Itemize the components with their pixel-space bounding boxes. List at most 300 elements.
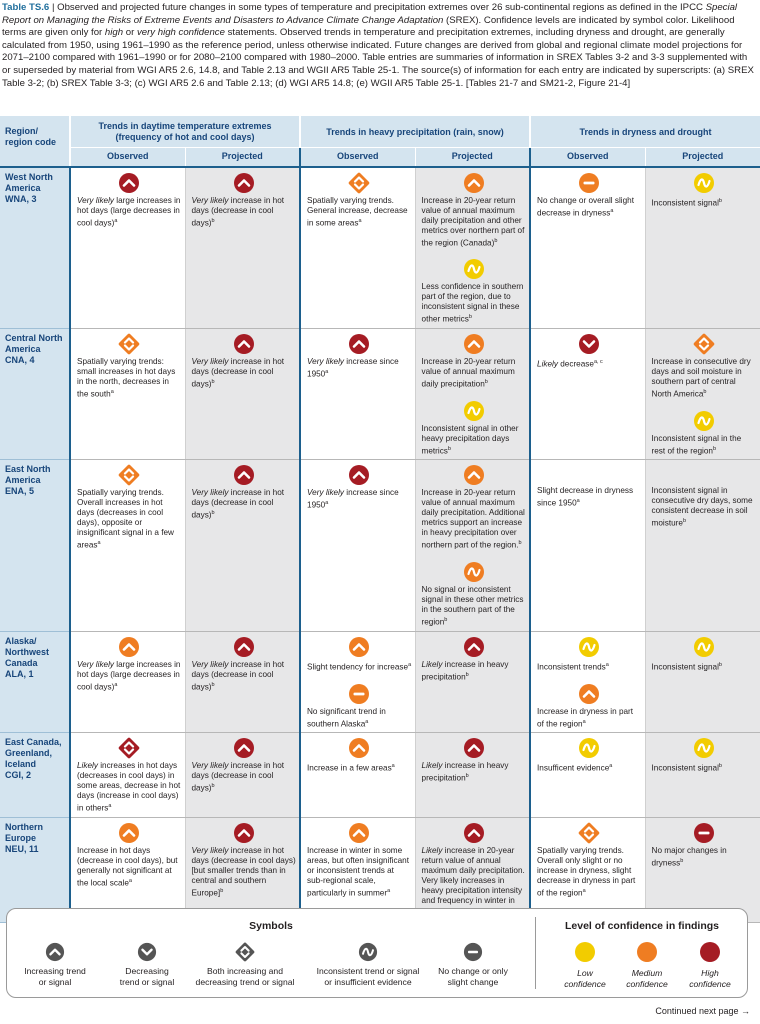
finding-entry bbox=[422, 822, 527, 919]
finding-entry bbox=[422, 636, 527, 683]
source-superscript: a bbox=[408, 661, 412, 668]
finding-entry bbox=[77, 333, 182, 400]
source-superscript: b bbox=[465, 671, 469, 678]
finding-text bbox=[537, 660, 642, 673]
finding-text bbox=[77, 488, 182, 551]
confidence-title: Level of confidence in findings bbox=[564, 920, 719, 932]
mixed-trend-icon bbox=[118, 464, 140, 486]
dryness-observed-cell bbox=[530, 167, 645, 329]
finding-entry bbox=[422, 258, 527, 325]
finding-text bbox=[307, 846, 412, 899]
source-superscript: a bbox=[114, 217, 118, 224]
finding-text bbox=[192, 196, 297, 229]
temp-projected-cell bbox=[185, 631, 300, 732]
finding-body: Slight decrease in dryness since 1950 bbox=[537, 486, 634, 509]
finding-entry bbox=[307, 333, 412, 380]
dryness-observed-cell bbox=[530, 818, 645, 923]
likelihood-term: Likely bbox=[421, 846, 443, 856]
finding-body: increase in hot days (decrease in cool days) bbox=[191, 659, 285, 692]
finding-entry bbox=[652, 822, 757, 869]
likelihood-term: Likely bbox=[421, 761, 443, 771]
table-row bbox=[0, 167, 760, 329]
table-caption bbox=[2, 2, 754, 90]
finding-entry bbox=[77, 172, 182, 229]
precip-projected-cell bbox=[415, 328, 530, 459]
finding-text bbox=[537, 196, 642, 219]
finding-text bbox=[192, 660, 297, 693]
symbols-title: Symbols bbox=[249, 920, 293, 932]
region-cell bbox=[0, 818, 70, 923]
temp-projected-cell bbox=[185, 733, 300, 818]
inconsistent-signal-icon bbox=[463, 258, 485, 280]
finding-text bbox=[652, 196, 757, 209]
region-label: Alaska/ Northwest Canada ALA, 1 bbox=[5, 635, 50, 679]
source-superscript: a bbox=[110, 388, 114, 395]
source-superscript: a bbox=[358, 217, 362, 224]
temp-projected-cell bbox=[185, 328, 300, 459]
increasing-trend-icon bbox=[233, 737, 255, 759]
finding-body: large increases in hot days (large decreases in cool days) bbox=[77, 195, 181, 228]
caption-text: | Observed and projected future changes in some types of temperature and precipitation extremes over 26 sub-continental regions as defined in the IPCC bbox=[49, 2, 706, 13]
increasing-trend-icon bbox=[463, 822, 485, 844]
finding-body: large increases in hot days (large decreases in cool days) bbox=[77, 659, 181, 692]
finding-entry bbox=[192, 333, 297, 390]
increasing-trend-icon bbox=[463, 636, 485, 658]
temperature-group-header bbox=[70, 116, 300, 148]
finding-entry bbox=[307, 172, 412, 229]
caption-term: very high confidence bbox=[136, 27, 225, 39]
inconsistent-signal-icon bbox=[693, 636, 715, 658]
increasing-trend-icon bbox=[348, 822, 370, 844]
region-cell bbox=[0, 631, 70, 732]
observed-header: Observed bbox=[530, 148, 645, 167]
caption-term: high bbox=[104, 27, 124, 39]
table-number: Table TS.6 bbox=[2, 2, 50, 13]
group-header-label: Trends in daytime temperature extremes (frequency of hot and cool days) bbox=[98, 121, 272, 142]
finding-entry bbox=[652, 737, 757, 774]
finding-body: Increase in dryness in part of the region bbox=[537, 706, 634, 729]
likelihood-term: Likely bbox=[77, 761, 98, 771]
precip-observed-cell bbox=[300, 167, 415, 329]
likelihood-term: Very likely bbox=[191, 356, 229, 366]
increasing-trend-icon bbox=[348, 737, 370, 759]
finding-entry bbox=[307, 683, 412, 730]
table-body bbox=[0, 167, 760, 923]
finding-body: Increase in 20-year return value of annual maximum daily precipitation and other metrics over northern part of the region (Canada) bbox=[421, 195, 525, 248]
table-row bbox=[0, 818, 760, 923]
finding-body: No major changes in dryness bbox=[651, 846, 727, 868]
likelihood-term: Very likely bbox=[191, 659, 229, 669]
source-superscript: b bbox=[680, 858, 684, 865]
dryness-observed-cell bbox=[530, 733, 645, 818]
finding-text bbox=[422, 585, 527, 628]
mixed-trend-icon bbox=[578, 822, 600, 844]
caption-text: or bbox=[123, 27, 137, 39]
region-cell bbox=[0, 733, 70, 818]
source-superscript: a, c bbox=[593, 358, 603, 365]
finding-entry bbox=[537, 822, 642, 899]
no-change-icon bbox=[693, 822, 715, 844]
likelihood-term: Very likely bbox=[191, 761, 229, 771]
finding-entry bbox=[652, 486, 757, 529]
finding-body: No significant trend in southern Alaska bbox=[307, 706, 386, 729]
finding-entry bbox=[192, 636, 297, 693]
finding-body: Spatially varying trends. Overall increases in hot days (decreases in cool days), opposite or insignificant signal in a few areas bbox=[77, 488, 174, 551]
finding-text bbox=[652, 434, 757, 457]
mixed-trend-icon bbox=[118, 333, 140, 355]
finding-text bbox=[307, 761, 412, 774]
finding-entry bbox=[307, 822, 412, 899]
source-superscript: b bbox=[718, 763, 722, 770]
projected-header: Projected bbox=[415, 148, 530, 167]
table-row bbox=[0, 631, 760, 732]
finding-entry bbox=[537, 172, 642, 219]
region-label: East Canada, Greenland, Iceland CGI, 2 bbox=[5, 737, 62, 781]
mixed-trend-icon bbox=[693, 333, 715, 355]
increasing-trend-icon bbox=[118, 172, 140, 194]
precip-observed-cell bbox=[300, 460, 415, 631]
finding-body: increase in 20-year return value of annual maximum daily precipitation. Very likely increases in heavy precipitation intensity and frequency in winter in bbox=[421, 846, 525, 906]
finding-text bbox=[77, 357, 182, 400]
finding-text bbox=[537, 707, 642, 730]
confidence-dot bbox=[700, 942, 720, 962]
finding-text bbox=[77, 846, 182, 889]
source-superscript: b bbox=[211, 217, 215, 224]
finding-text bbox=[192, 761, 297, 794]
likelihood-term: Likely bbox=[537, 359, 558, 369]
increasing-trend-icon bbox=[578, 683, 600, 705]
finding-body: No signal or inconsistent signal in these other metrics in the southern part of the region bbox=[421, 585, 524, 627]
legend-confidence-item bbox=[617, 942, 677, 990]
inconsistent-signal-icon bbox=[463, 561, 485, 583]
source-superscript: b bbox=[682, 518, 686, 525]
finding-text bbox=[537, 357, 642, 370]
confidence-label: Medium confidence bbox=[626, 968, 668, 989]
region-header-label: Region/ region code bbox=[5, 126, 57, 147]
finding-body: Increase in winter in some areas, but often insignificant or inconsistent trends at sub-regional scale, particularly in summer bbox=[307, 846, 409, 898]
inconsistent-signal-icon bbox=[693, 410, 715, 432]
caption-text: (SREX). Confidence levels are indicated by symbol color. Likelihood terms are given only for bbox=[2, 14, 735, 39]
finding-body: Less confidence in southern part of the region, due to inconsistent signal in these other metrics bbox=[421, 282, 524, 324]
finding-entry bbox=[422, 333, 527, 390]
finding-entry bbox=[77, 822, 182, 889]
finding-text bbox=[422, 424, 527, 457]
finding-body: Insufficent evidence bbox=[537, 764, 610, 774]
likelihood-term: Very likely bbox=[307, 488, 345, 498]
legend-symbol-label: Increasing trend or signal bbox=[24, 966, 86, 987]
finding-text bbox=[422, 196, 527, 249]
decreasing-trend-icon bbox=[578, 333, 600, 355]
finding-text bbox=[307, 488, 412, 511]
source-superscript: a bbox=[610, 207, 614, 214]
increasing-trend-icon bbox=[118, 822, 140, 844]
increasing-trend-icon bbox=[348, 464, 370, 486]
finding-entry bbox=[192, 464, 297, 521]
source-superscript: a bbox=[325, 500, 329, 507]
source-superscript: b bbox=[518, 540, 522, 547]
region-label: Northern Europe NEU, 11 bbox=[5, 822, 43, 855]
mixed-trend-icon bbox=[348, 172, 370, 194]
source-superscript: a bbox=[582, 888, 586, 895]
finding-text bbox=[652, 357, 757, 400]
no-change-icon bbox=[403, 942, 543, 962]
likelihood-term: Likely bbox=[421, 659, 443, 669]
finding-text bbox=[652, 486, 757, 529]
source-superscript: b bbox=[703, 388, 707, 395]
finding-body: Inconsistent signal in other heavy precipitation days metrics bbox=[421, 423, 519, 456]
source-superscript: a bbox=[582, 718, 586, 725]
source-superscript: b bbox=[484, 378, 488, 385]
inconsistent-signal-icon bbox=[578, 636, 600, 658]
finding-body: increase in heavy precipitation bbox=[421, 659, 509, 682]
legend-symbol-label: Decreasing trend or signal bbox=[119, 966, 175, 987]
finding-body: increase since 1950 bbox=[307, 488, 399, 511]
inconsistent-signal-icon bbox=[463, 400, 485, 422]
finding-text bbox=[307, 660, 412, 673]
finding-text bbox=[192, 357, 297, 390]
finding-body: Inconsistent signal bbox=[651, 198, 719, 208]
finding-text bbox=[307, 357, 412, 380]
likelihood-term: Very likely bbox=[307, 356, 345, 366]
continued-note: Continued next page → bbox=[655, 1006, 750, 1016]
dryness-observed-cell bbox=[530, 328, 645, 459]
dryness-projected-cell bbox=[645, 460, 760, 631]
finding-body: Spatially varying trends: small increases in hot days in the north, decreases in the south bbox=[77, 356, 176, 399]
finding-entry bbox=[307, 636, 412, 673]
confidence-label: High confidence bbox=[689, 968, 731, 989]
source-superscript: a bbox=[128, 878, 132, 885]
finding-entry bbox=[537, 333, 642, 370]
finding-entry bbox=[422, 464, 527, 551]
finding-entry bbox=[537, 683, 642, 730]
source-superscript: b bbox=[444, 617, 448, 624]
finding-body: increase in hot days (decrease in cool days) bbox=[191, 488, 285, 521]
legend-symbol-label: Inconsistent trend or signal or insufficient evidence bbox=[316, 966, 420, 987]
temp-observed-cell bbox=[70, 631, 185, 732]
dryness-projected-cell bbox=[645, 167, 760, 329]
finding-text bbox=[422, 357, 527, 390]
finding-text bbox=[652, 761, 757, 774]
finding-text bbox=[652, 660, 757, 673]
finding-text bbox=[77, 761, 182, 814]
finding-body: increases in hot days (decreases in cool days) in some areas, decrease in hot days (increase in cool days) in others bbox=[77, 761, 181, 814]
finding-entry bbox=[77, 464, 182, 551]
source-superscript: b bbox=[220, 888, 224, 895]
finding-entry bbox=[652, 333, 757, 400]
finding-body: Inconsistent signal in consecutive dry days, some consistent decrease in soil moisture bbox=[651, 486, 753, 529]
increasing-trend-icon bbox=[118, 636, 140, 658]
group-header-label: Trends in dryness and drought bbox=[579, 126, 712, 137]
confidence-dot bbox=[575, 942, 595, 962]
region-label: East North America ENA, 5 bbox=[5, 464, 51, 497]
legend-symbol-item bbox=[175, 942, 315, 988]
finding-body: Inconsistent signal bbox=[651, 764, 719, 774]
dryness-group-header bbox=[530, 116, 760, 148]
region-cell bbox=[0, 460, 70, 631]
source-superscript: a bbox=[365, 718, 369, 725]
precip-projected-cell bbox=[415, 631, 530, 732]
finding-body: decrease bbox=[557, 359, 594, 369]
finding-body: No change or overall slight decrease in dryness bbox=[537, 195, 634, 218]
no-change-icon bbox=[578, 172, 600, 194]
confidence-dot bbox=[637, 942, 657, 962]
precip-projected-cell bbox=[415, 167, 530, 329]
increasing-trend-icon bbox=[463, 464, 485, 486]
finding-entry bbox=[537, 636, 642, 673]
source-superscript: a bbox=[108, 803, 112, 810]
caption-text: statements. Observed trends in temperature and precipitation extremes, including dryness and drought, are generally calculated from 1950, using 1961–1990 as the reference period, unless otherwise indicated. Future changes are derived from global and regional climate model projections for 2071–2100 compared with 1961–1990 or for 2080–2100 compared with 1980–2000. Table entries are summaries of information in SREX Tables 3-2 and 3-3 supplemented with or superseded by material from WGI AR5 2.6, 14.8, and Table 2.13 and WGII AR5 Table 25-1. The source(s) of information for each entry are indicated by superscripts: (a) SREX Table 3-2; (b) SREX Table 3-3; (c) WGI AR5 2.6 and Table 2.13; (d) WGI AR5 14.8; (e) WGII AR5 Table 25-1. [Tables 21-7 and SM21-2, Figure 21-4] bbox=[2, 27, 754, 89]
legend-symbol-label: Both increasing and decreasing trend or signal bbox=[195, 966, 295, 987]
finding-body: increase in heavy precipitation bbox=[421, 761, 509, 784]
inconsistent-signal-icon bbox=[693, 172, 715, 194]
finding-body: increase since 1950 bbox=[307, 356, 399, 379]
finding-entry bbox=[77, 737, 182, 814]
increasing-trend-icon bbox=[233, 172, 255, 194]
region-label: West North America WNA, 3 bbox=[5, 171, 53, 204]
finding-text bbox=[422, 761, 527, 784]
source-superscript: a bbox=[576, 498, 580, 505]
finding-body: Increase in hot days (decrease in cool days), but generally not significant at the local scale bbox=[77, 846, 178, 888]
finding-text bbox=[422, 660, 527, 683]
finding-body: Inconsistent signal in the rest of the region bbox=[651, 433, 742, 456]
confidence-label: Low confidence bbox=[564, 968, 606, 989]
finding-entry bbox=[192, 172, 297, 229]
finding-entry bbox=[537, 737, 642, 774]
legend-box bbox=[6, 908, 748, 998]
legend-confidence-item bbox=[680, 942, 740, 990]
table-row bbox=[0, 328, 760, 459]
finding-text bbox=[77, 196, 182, 229]
precip-projected-cell bbox=[415, 818, 530, 923]
finding-entry bbox=[77, 636, 182, 693]
source-superscript: a bbox=[609, 763, 613, 770]
finding-body: increase in hot days (decrease in cool days) bbox=[191, 195, 285, 228]
finding-entry bbox=[652, 636, 757, 673]
finding-entry bbox=[422, 172, 527, 249]
finding-entry bbox=[422, 737, 527, 784]
finding-text bbox=[652, 846, 757, 869]
source-superscript: b bbox=[465, 773, 469, 780]
likelihood-term: Very likely bbox=[77, 659, 115, 669]
inconsistent-signal-icon bbox=[578, 737, 600, 759]
finding-entry bbox=[192, 822, 297, 899]
finding-text bbox=[537, 846, 642, 899]
temp-projected-cell bbox=[185, 460, 300, 631]
table-row bbox=[0, 460, 760, 631]
precip-projected-cell bbox=[415, 460, 530, 631]
likelihood-term: Very likely bbox=[191, 195, 229, 205]
source-superscript: b bbox=[211, 378, 215, 385]
precipitation-group-header bbox=[300, 116, 530, 148]
temp-observed-cell bbox=[70, 460, 185, 631]
finding-entry bbox=[422, 561, 527, 628]
observed-header: Observed bbox=[70, 148, 185, 167]
source-superscript: a bbox=[97, 540, 101, 547]
mixed-trend-icon bbox=[118, 737, 140, 759]
finding-entry bbox=[652, 410, 757, 457]
source-superscript: a bbox=[391, 763, 395, 770]
source-superscript: b bbox=[712, 445, 717, 452]
temp-projected-cell bbox=[185, 818, 300, 923]
finding-entry bbox=[192, 737, 297, 794]
finding-entry bbox=[537, 486, 642, 509]
increasing-trend-icon bbox=[348, 333, 370, 355]
finding-text bbox=[422, 488, 527, 551]
dryness-projected-cell bbox=[645, 328, 760, 459]
temp-projected-cell bbox=[185, 167, 300, 329]
finding-text bbox=[192, 846, 297, 899]
likelihood-term: Very likely bbox=[191, 488, 229, 498]
temp-observed-cell bbox=[70, 733, 185, 818]
no-change-icon bbox=[348, 683, 370, 705]
legend-symbol-label: No change or only slight change bbox=[438, 966, 508, 987]
source-superscript: b bbox=[718, 197, 722, 204]
finding-text bbox=[192, 488, 297, 521]
region-header bbox=[0, 116, 70, 167]
source-superscript: b bbox=[494, 237, 498, 244]
increasing-trend-icon bbox=[463, 333, 485, 355]
dryness-projected-cell bbox=[645, 631, 760, 732]
dryness-observed-cell bbox=[530, 631, 645, 732]
finding-body: Spatially varying trends. Overall only slight or no increase in dryness, slight decrease in dryness in part of the region bbox=[537, 846, 636, 898]
precip-projected-cell bbox=[415, 733, 530, 818]
temp-observed-cell bbox=[70, 167, 185, 329]
finding-body: Inconsistent signal bbox=[651, 662, 719, 672]
source-superscript: b bbox=[211, 681, 215, 688]
precip-observed-cell bbox=[300, 733, 415, 818]
increasing-trend-icon bbox=[233, 822, 255, 844]
finding-text bbox=[422, 282, 527, 325]
increasing-trend-icon bbox=[463, 172, 485, 194]
precip-observed-cell bbox=[300, 631, 415, 732]
projected-header: Projected bbox=[185, 148, 300, 167]
finding-body: Increase in consecutive dry days and soil moisture in southern part of central North America bbox=[651, 356, 751, 399]
observed-header: Observed bbox=[300, 148, 415, 167]
finding-entry bbox=[307, 464, 412, 511]
finding-body: Slight tendency for increase bbox=[307, 662, 409, 672]
region-cell bbox=[0, 328, 70, 459]
finding-body: Inconsistent trends bbox=[537, 662, 606, 672]
increasing-trend-icon bbox=[233, 636, 255, 658]
finding-body: Increase in a few areas bbox=[307, 764, 392, 774]
dryness-projected-cell bbox=[645, 733, 760, 818]
source-superscript: b bbox=[211, 783, 215, 790]
legend-symbol-item bbox=[403, 942, 543, 988]
inconsistent-signal-icon bbox=[693, 737, 715, 759]
precip-observed-cell bbox=[300, 328, 415, 459]
finding-body: Increase in 20-year return value of annual maximum daily precipitation bbox=[421, 356, 516, 389]
likelihood-term: Very likely bbox=[77, 195, 115, 205]
dryness-observed-cell bbox=[530, 460, 645, 631]
temp-observed-cell bbox=[70, 818, 185, 923]
region-label: Central North America CNA, 4 bbox=[5, 332, 63, 365]
finding-body: Spatially varying trends. General increase, decrease in some areas bbox=[307, 195, 408, 228]
source-superscript: b bbox=[211, 510, 215, 517]
group-header-label: Trends in heavy precipitation (rain, snow) bbox=[326, 126, 504, 137]
dryness-projected-cell bbox=[645, 818, 760, 923]
finding-entry bbox=[307, 737, 412, 774]
finding-entry bbox=[652, 172, 757, 209]
finding-body: increase in hot days (decrease in cool days) bbox=[191, 761, 285, 794]
finding-text bbox=[537, 486, 642, 509]
increasing-trend-icon bbox=[233, 464, 255, 486]
mixed-trend-icon bbox=[175, 942, 315, 962]
likelihood-term: Very likely bbox=[191, 846, 229, 856]
finding-text bbox=[307, 707, 412, 730]
source-superscript: b bbox=[468, 314, 472, 321]
extremes-table bbox=[0, 116, 760, 923]
table-row bbox=[0, 733, 760, 818]
